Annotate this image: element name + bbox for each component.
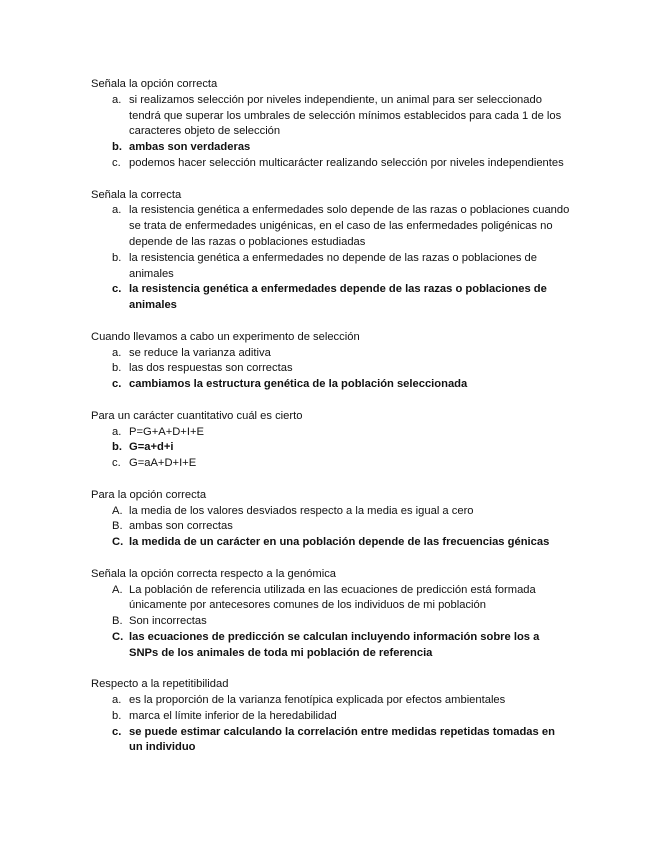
option-item-correct [91,630,571,662]
option-list [91,346,571,393]
option-label: a. [112,346,122,359]
option-label: b. [112,141,122,154]
option-item [91,519,571,535]
question-block [91,77,571,172]
option-item [91,456,571,472]
option-text: marca el límite inferior de la heredabilidad [129,709,337,722]
option-text: ambas son verdaderas [129,141,251,154]
option-label: a. [112,204,122,217]
option-item [91,156,571,172]
option-text: Son incorrectas [129,615,207,628]
option-text: cambiamos la estructura genética de la población seleccionada [129,378,468,391]
option-item [91,251,571,283]
question-block [91,488,571,551]
option-item-correct [91,377,571,393]
option-item [91,709,571,725]
option-text: la resistencia genética a enfermedades depende de las razas o poblaciones de animales [129,283,547,312]
option-text: las ecuaciones de predicción se calculan incluyendo información sobre los a SNPs de los animales de toda mi población de referencia [129,630,540,659]
option-item-correct [91,282,571,314]
option-list [91,583,571,662]
question-title: Señala la opción correcta respecto a la genómica [91,567,337,580]
option-label: c. [112,156,121,169]
option-label: A. [112,583,123,596]
question-block [91,330,571,393]
option-label: c. [112,457,121,470]
option-text: las dos respuestas son correctas [129,362,293,375]
option-label: c. [112,283,122,296]
option-label: a. [112,694,122,707]
question-title: Para un carácter cuantitativo cuál es cierto [91,409,303,422]
option-label: c. [112,725,122,738]
option-label: c. [112,378,122,391]
option-text: se reduce la varianza aditiva [129,346,271,359]
option-item [91,614,571,630]
option-list [91,93,571,172]
option-item [91,93,571,140]
option-list [91,504,571,551]
option-text: la resistencia genética a enfermedades no depende de las razas o poblaciones de animales [129,251,537,280]
option-label: a. [112,93,122,106]
option-label: a. [112,425,122,438]
option-label: B. [112,615,123,628]
option-text: la media de los valores desviados respecto a la media es igual a cero [129,504,474,517]
option-item [91,583,571,615]
option-text: ambas son correctas [129,520,233,533]
option-item-correct [91,140,571,156]
option-item [91,346,571,362]
option-text: la resistencia genética a enfermedades solo depende de las razas o poblaciones cuando se trata de enfermedades unigénicas, en el caso de las enfermedades poligénicas no depende de las razas o poblaciones estudiadas [129,204,570,248]
question-block [91,677,571,756]
question-title: Respecto a la repetitibilidad [91,678,229,691]
option-text: si realizamos selección por niveles independiente, un animal para ser seleccionado tendrá que superar los umbrales de selección mínimos establecidos para cada 1 de los caracteres objeto de selección [129,93,562,138]
option-item [91,693,571,709]
question-title: Para la opción correcta [91,488,207,501]
option-text: La población de referencia utilizada en las ecuaciones de predicción está formada únicamente por antecesores comunes de los individuos de mi población [129,583,536,612]
option-label: C. [112,630,124,643]
question-title: Señala la correcta [91,188,182,201]
option-list [91,203,571,314]
question-title: Cuando llevamos a cabo un experimento de selección [91,330,360,343]
option-item [91,425,571,441]
option-item-correct [91,535,571,551]
option-text: G=aA+D+I+E [129,457,197,470]
option-item-correct [91,725,571,757]
option-label: b. [112,709,122,722]
question-block [91,409,571,472]
option-label: B. [112,520,123,533]
option-text: se puede estimar calculando la correlación entre medidas repetidas tomadas en un individuo [129,725,555,754]
option-label: b. [112,251,122,264]
option-item [91,361,571,377]
question-block [91,567,571,662]
option-label: b. [112,362,122,375]
option-label: b. [112,441,122,454]
option-item [91,504,571,520]
option-label: A. [112,504,123,517]
option-list [91,693,571,756]
option-text: G=a+d+i [129,441,174,454]
option-list [91,425,571,472]
option-item-correct [91,440,571,456]
option-text: P=G+A+D+I+E [129,425,204,438]
option-text: es la proporción de la varianza fenotípica explicada por efectos ambientales [129,694,506,707]
option-text: podemos hacer selección multicarácter realizando selección por niveles independientes [129,156,564,169]
option-text: la medida de un carácter en una población depende de las frecuencias génicas [129,536,550,549]
question-block [91,188,571,314]
option-label: C. [112,536,124,549]
question-title: Señala la opción correcta [91,78,218,90]
option-item [91,203,571,250]
question-list [91,77,571,772]
